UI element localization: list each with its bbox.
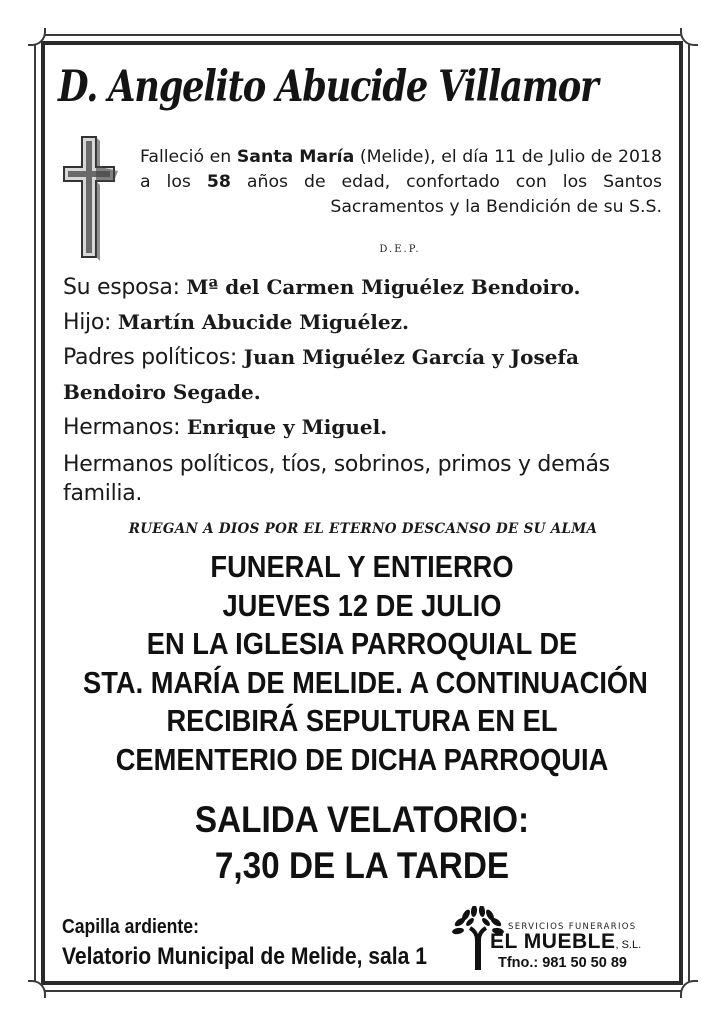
funeral-home-name: EL MUEBLE bbox=[490, 930, 616, 953]
dep-text: D.E.P. bbox=[379, 244, 421, 255]
family-list bbox=[63, 270, 663, 508]
family-row-others bbox=[63, 450, 663, 508]
funeral-home-logo bbox=[452, 904, 682, 974]
spouse-label: Su esposa: bbox=[63, 275, 187, 300]
funeral-block bbox=[83, 548, 648, 779]
departure-line-2: 7,30 DE LA TARDE bbox=[214, 845, 510, 886]
death-text-3: años de edad, confortado con los Santos Sacramentos y la Bendición de su S.S. bbox=[230, 172, 662, 217]
death-text-2: (Melide), el día 11 de Julio de 2018 a los bbox=[140, 147, 662, 192]
funeral-home-phone: Tfno.: 981 50 50 89 bbox=[498, 955, 627, 971]
chapel-value: Velatorio Municipal de Melide, sala 1 bbox=[62, 943, 428, 970]
funeral-line: CEMENTERIO DE DICHA PARROQUIA bbox=[115, 741, 609, 777]
son-name: Martín Abucide Miguélez. bbox=[117, 310, 409, 334]
death-text-1: Falleció en bbox=[140, 147, 237, 167]
family-row-inlaws bbox=[63, 340, 663, 410]
family-row-son bbox=[63, 305, 663, 340]
inlaws-names: Juan Miguélez García y Josefa Bendoiro Segade. bbox=[63, 345, 579, 404]
death-place: Santa María bbox=[236, 147, 355, 167]
family-row-siblings bbox=[63, 410, 663, 445]
departure-line-1: SALIDA VELATORIO: bbox=[194, 799, 530, 840]
funeral-home-suffix: , S.L. bbox=[615, 939, 642, 951]
funeral-line: JUEVES 12 DE JULIO bbox=[222, 587, 502, 623]
chapel-block bbox=[62, 912, 428, 972]
others-text: Hermanos políticos, tíos, sobrinos, primos y demás familia. bbox=[63, 452, 610, 506]
funeral-line: RECIBIRÁ SEPULTURA EN EL bbox=[166, 703, 558, 738]
prayer-text: RUEGAN A DIOS POR EL ETERNO DESCANSO DE SU ALMA bbox=[128, 521, 598, 537]
departure-block bbox=[77, 797, 648, 889]
funeral-line: FUNERAL Y ENTIERRO bbox=[210, 549, 514, 584]
funeral-line: EN LA IGLESIA PARROQUIAL DE bbox=[146, 626, 578, 661]
siblings-label: Hermanos: bbox=[63, 415, 187, 440]
funeral-line: STA. MARÍA DE MELIDE. A CONTINUACIÓN bbox=[83, 664, 648, 700]
funeral-home-tagline: SERVICIOS FUNERARIOS bbox=[508, 922, 637, 932]
son-label: Hijo: bbox=[63, 310, 118, 335]
family-row-spouse bbox=[63, 270, 663, 305]
siblings-names: Enrique y Miguel. bbox=[186, 415, 388, 439]
funeral-home-name-row bbox=[490, 930, 680, 954]
chapel-label: Capilla ardiente: bbox=[62, 916, 199, 938]
deceased-name: D. Angelito Abucide Villamor bbox=[58, 62, 598, 112]
cross-icon bbox=[60, 133, 118, 261]
death-age: 58 bbox=[206, 172, 231, 192]
death-notice bbox=[140, 145, 662, 220]
spouse-name: Mª del Carmen Miguélez Bendoiro. bbox=[186, 275, 581, 299]
inlaws-label: Padres políticos: bbox=[63, 345, 244, 370]
